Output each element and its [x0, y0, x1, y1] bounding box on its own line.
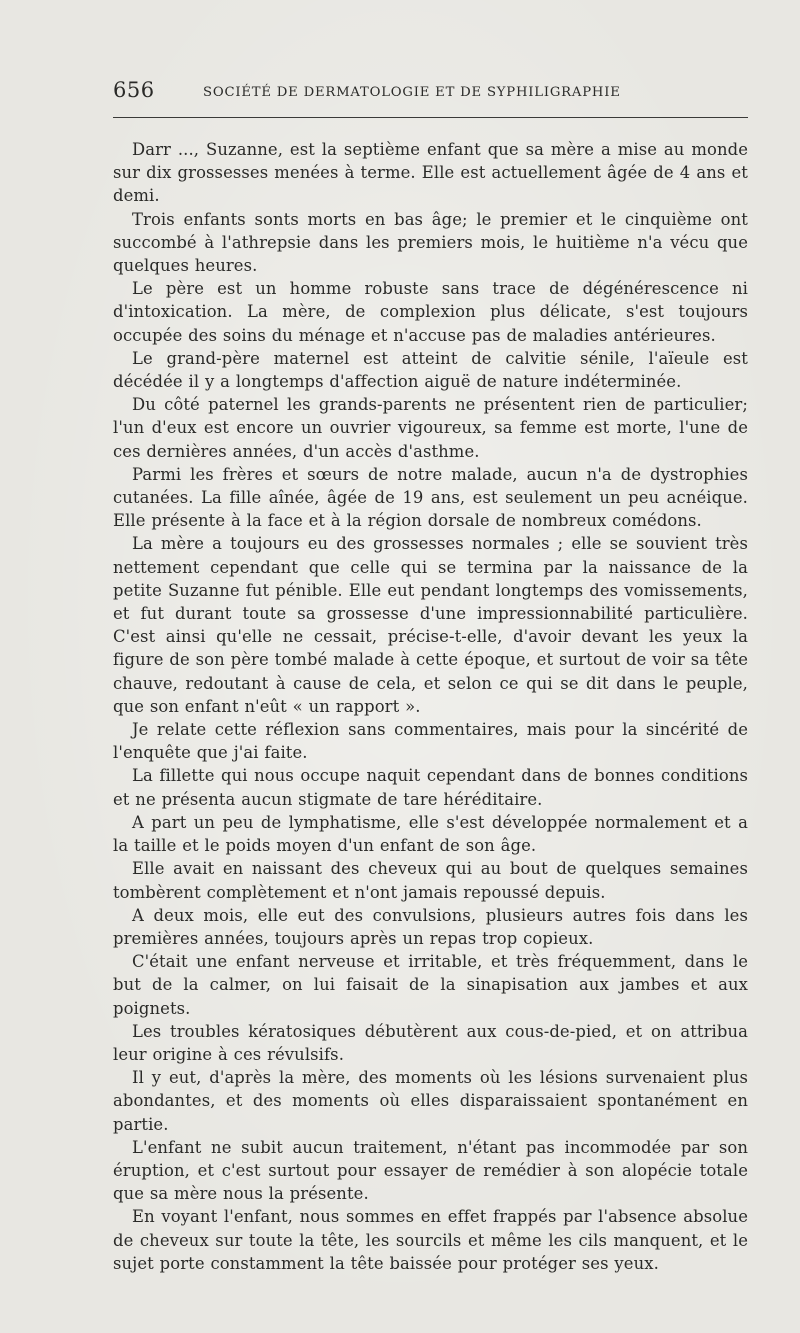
paragraph: Du côté paternel les grands-parents ne présentent rien de particulier; l'un d'eux est encore un ouvrier vigoureux, sa femme est morte, l'une de ces dernières années, d'un accès d'asthme. [113, 395, 748, 461]
paragraph: Je relate cette réflexion sans commentaires, mais pour la sincérité de l'enquête que j'ai faite. [113, 720, 748, 763]
paragraph: L'enfant ne subit aucun traitement, n'étant pas incommodée par son éruption, et c'est surtout pour essayer de remédier à son alopécie totale que sa mère nous la présente. [113, 1137, 748, 1204]
paragraph: Il y eut, d'après la mère, des moments où les lésions survenaient plus abondantes, et des moments où elles disparaissaient spontanément en partie. [113, 1068, 748, 1134]
page-number: 656 [113, 78, 155, 102]
paragraph: Les troubles kératosiques débutèrent aux cous-de-pied, et on attribua leur origine à ces révulsifs. [113, 1021, 748, 1064]
paragraph: Le grand-père maternel est atteint de calvitie sénile, l'aïeule est décédée il y a longtemps d'affection aiguë de nature indéterminée. [113, 348, 748, 392]
paragraph: A part un peu de lymphatisme, elle s'est développée normalement et a la taille et le poids moyen d'un enfant de son âge. [113, 812, 748, 856]
body-text [113, 138, 748, 1275]
paragraph: C'était une enfant nerveuse et irritable, et très fréquemment, dans le but de la calmer, on lui faisait de la sinapisation aux jambes et aux poignets. [113, 952, 748, 1018]
paragraph: En voyant l'enfant, nous sommes en effet frappés par l'absence absolue de cheveux sur toute la tête, les sourcils et même les cils manquent, et le sujet porte constamment la tête baissée pour protéger ses yeux. [113, 1207, 748, 1273]
paragraph: Parmi les frères et sœurs de notre malade, aucun n'a de dystrophies cutanées. La fille aînée, âgée de 19 ans, est seulement un peu acnéique. Elle présente à la face et à la région dorsale de nombreux comédons. [113, 464, 748, 531]
header-rule [113, 117, 748, 118]
paragraph: La fillette qui nous occupe naquit cependant dans de bonnes conditions et ne présenta aucun stigmate de tare héréditaire. [113, 766, 748, 809]
running-title: SOCIÉTÉ DE DERMATOLOGIE ET DE SYPHILIGRAPHIE [203, 85, 621, 100]
paragraph: A deux mois, elle eut des convulsions, plusieurs autres fois dans les premières années, toujours après un repas trop copieux. [113, 905, 748, 948]
paragraph: Trois enfants sonts morts en bas âge; le premier et le cinquième ont succombé à l'athrepsie dans les premiers mois, le huitième n'a vécu que quelques heures. [113, 209, 748, 276]
paragraph: Elle avait en naissant des cheveux qui au bout de quelques semaines tombèrent complètement et n'ont jamais repoussé depuis. [113, 859, 748, 902]
paragraph: La mère a toujours eu des grossesses normales ; elle se souvient très nettement cependant que celle qui se termina par la naissance de la petite Suzanne fut pénible. Elle eut pendant longtemps des vomissements, et fut durant toute sa grossesse d'une impressionnabilité particulière. C'est ainsi qu'elle ne cessait, précise-t-elle, d'avoir devant les yeux la figure de son père tombé malade à cette époque, et surtout de voir sa tête chauve, redoutant à cause de cela, et selon ce qui se dit dans le peuple, que son enfant n'eût « un rapport ». [113, 534, 748, 716]
paragraph: Darr ..., Suzanne, est la septième enfant que sa mère a mise au monde sur dix grossesses menées à terme. Elle est actuellement âgée de 4 ans et demi. [113, 140, 748, 206]
running-head [113, 78, 748, 108]
paragraph: Le père est un homme robuste sans trace de dégénérescence ni d'intoxication. La mère, de complexion plus délicate, s'est toujours occupée des soins du ménage et n'accuse pas de maladies antérieures. [113, 279, 748, 345]
